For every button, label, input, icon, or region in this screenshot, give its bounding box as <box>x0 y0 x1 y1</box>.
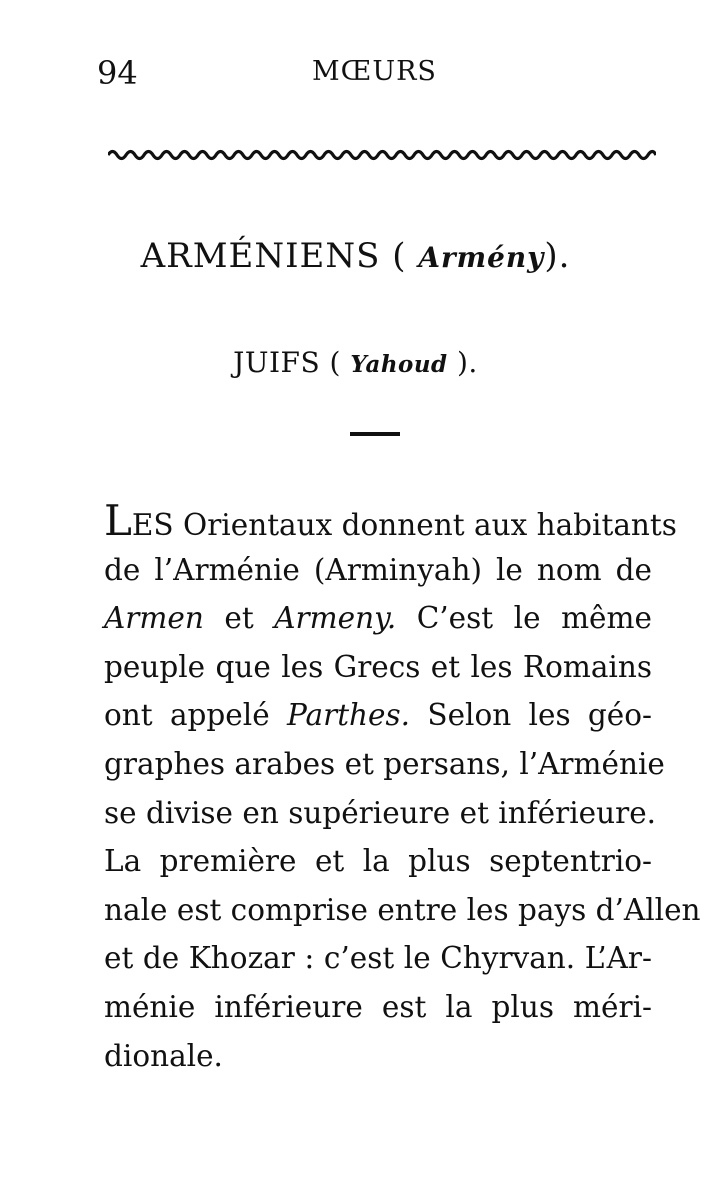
text-line: La première et la plus septentrio- <box>104 844 652 879</box>
short-rule-divider <box>350 432 400 436</box>
initial-capital: L <box>104 496 132 545</box>
text-line <box>104 594 652 643</box>
section-heading-juifs: JUIFS ( Yahoud ). <box>233 346 478 379</box>
body-paragraph <box>104 496 701 1080</box>
line-text: ES Orientaux donnent aux habitants <box>131 508 677 542</box>
text-line: peuple que les Grecs et les Romains <box>104 649 652 684</box>
heading-armeniens-name: Armény <box>418 241 545 274</box>
line-text: C’est le même <box>416 601 652 636</box>
line-text: et <box>224 601 254 636</box>
text-line: de l’Arménie (Arminyah) le nom de <box>104 552 652 587</box>
text-line: graphes arabes et persans, l’Arménie <box>104 746 665 781</box>
page-number: 94 <box>97 54 138 92</box>
heading-juifs-label: JUIFS <box>233 346 321 379</box>
italic-word: Armeny. <box>274 601 397 636</box>
text-line: se divise en supérieure et inférieure. <box>104 795 657 830</box>
text-line: dionale. <box>104 1038 223 1073</box>
text-line <box>104 496 677 546</box>
heading-armeniens-label: ARMÉNIENS <box>140 236 381 276</box>
line-text: ont appelé <box>104 698 270 733</box>
text-line: nale est comprise entre les pays d’Allen <box>104 892 701 927</box>
italic-word: Parthes. <box>286 698 411 733</box>
italic-word: Armen <box>104 601 204 636</box>
text-line: et de Khozar : c’est le Chyrvan. L’Ar- <box>104 941 652 976</box>
line-text: Selon les géo- <box>427 698 652 733</box>
section-heading-armeniens: ARMÉNIENS ( Armény). <box>140 236 571 276</box>
text-line: ménie inférieure est la plus méri- <box>104 989 652 1024</box>
running-head: MŒURS <box>312 56 437 87</box>
wavy-ornament-divider <box>108 146 656 164</box>
text-line <box>104 691 652 740</box>
heading-juifs-name: Yahoud <box>350 351 448 378</box>
